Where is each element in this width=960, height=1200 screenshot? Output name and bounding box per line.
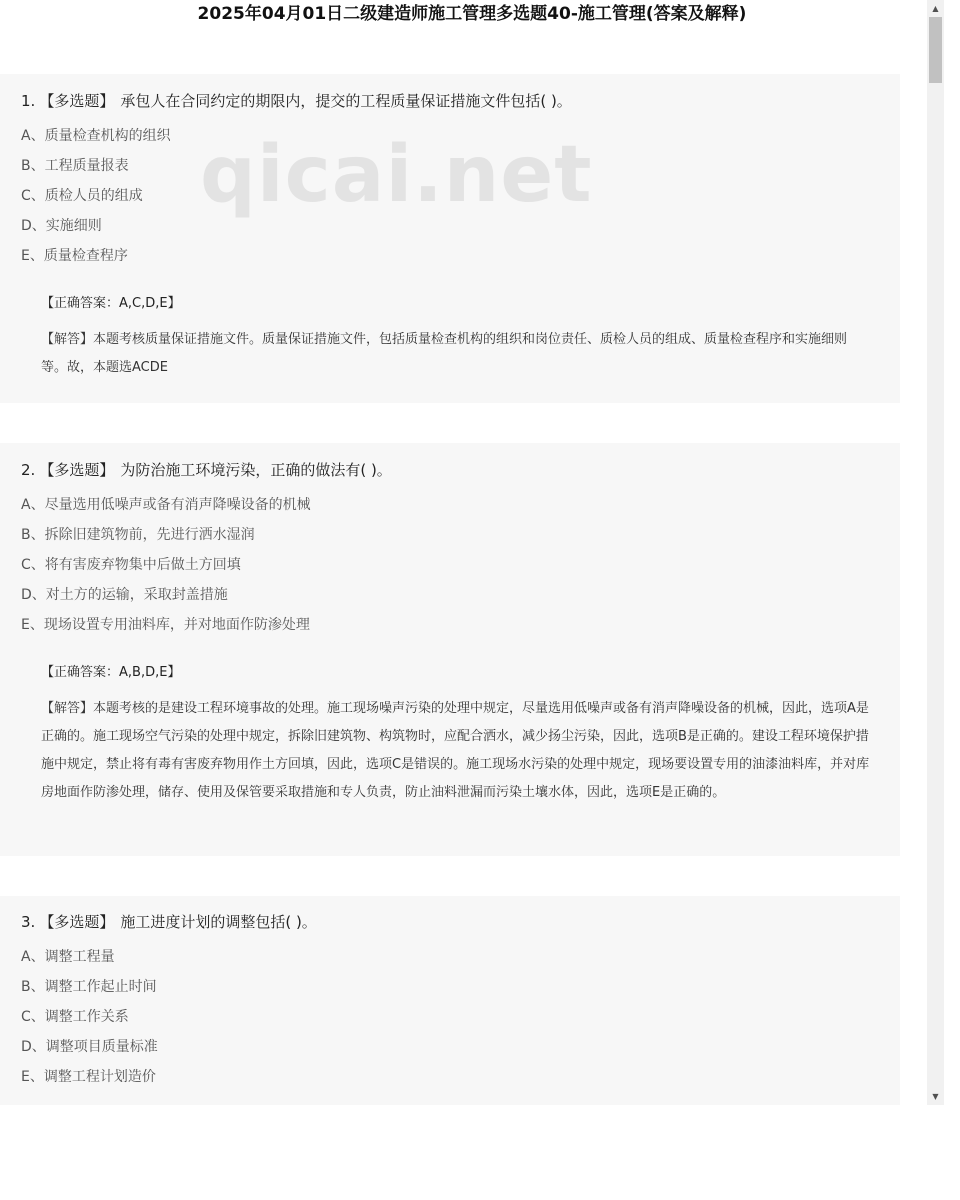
option-e: E、质量检查程序 <box>21 248 128 264</box>
question-text: 承包人在合同约定的期限内，提交的工程质量保证措施文件包括( )。 <box>120 92 572 110</box>
question-card-3 <box>0 896 900 1105</box>
page-title: 2025年04月01日二级建造师施工管理多选题40-施工管理(答案及解释) <box>197 4 747 24</box>
scroll-thumb[interactable] <box>929 17 942 83</box>
explanation-label: 【解答】 <box>41 332 94 347</box>
explanation-text: 本题考核质量保证措施文件。质量保证措施文件，包括质量检查机构的组织和岗位责任、质检人员的组成、质量检查程序和实施细则等。故，本题选ACDE <box>41 332 848 375</box>
question-heading <box>21 460 392 480</box>
option-d: D、对土方的运输，采取封盖措施 <box>21 587 228 603</box>
option-d: D、实施细则 <box>21 218 102 234</box>
question-number: 1. <box>21 92 36 110</box>
option-a: A、调整工程量 <box>21 949 115 965</box>
answer-value: A,B,D,E <box>119 665 168 680</box>
correct-answer <box>41 294 181 314</box>
option-b: B、调整工作起止时间 <box>21 979 157 995</box>
question-card-1 <box>0 74 900 403</box>
option-c: C、调整工作关系 <box>21 1009 129 1025</box>
option-b: B、工程质量报表 <box>21 158 129 174</box>
scroll-down-icon[interactable]: ▼ <box>932 1092 939 1101</box>
option-b: B、拆除旧建筑物前，先进行洒水湿润 <box>21 527 255 543</box>
option-e: E、调整工程计划造价 <box>21 1069 156 1085</box>
option-c: C、质检人员的组成 <box>21 188 143 204</box>
question-number: 3. <box>21 913 36 931</box>
scroll-up-icon[interactable]: ▲ <box>932 4 939 13</box>
answer-label: 【正确答案： <box>41 296 120 311</box>
correct-answer <box>41 663 180 683</box>
explanation <box>41 695 871 807</box>
question-heading <box>21 91 572 111</box>
question-number: 2. <box>21 461 36 479</box>
option-c: C、将有害废弃物集中后做土方回填 <box>21 557 241 573</box>
question-type: 【多选题】 <box>39 92 115 110</box>
option-a: A、质量检查机构的组织 <box>21 128 171 144</box>
option-e: E、现场设置专用油料库，并对地面作防渗处理 <box>21 617 310 633</box>
explanation-label: 【解答】 <box>41 701 94 716</box>
option-d: D、调整项目质量标准 <box>21 1039 158 1055</box>
vertical-scrollbar[interactable] <box>927 0 944 1105</box>
question-text: 为防治施工环境污染，正确的做法有( )。 <box>120 461 392 479</box>
question-type: 【多选题】 <box>39 461 115 479</box>
question-text: 施工进度计划的调整包括( )。 <box>120 913 317 931</box>
watermark-text: qicai.net <box>200 130 593 220</box>
option-a: A、尽量选用低噪声或备有消声降噪设备的机械 <box>21 497 311 513</box>
explanation-text: 本题考核的是建设工程环境事故的处理。施工现场噪声污染的处理中规定，尽量选用低噪声或备有消声降噪设备的机械，因此，选项A是正确的。施工现场空气污染的处理中规定，拆除旧建筑物、构筑物时，应配合洒水，减少扬尘污染，因此，选项B是正确的。建设工程环境保护措施中规定，禁止将有毒有害废弃物用作土方回填，因此，选项C是错误的。施工现场水污染的处理中规定，现场要设置专用的油漆油料库，并对库房地面作防渗处理，储存、使用及保管要采取措施和专人负责，防止油料泄漏而污染土壤水体，因此，选项E是正确的。 <box>41 701 870 800</box>
explanation <box>41 326 871 382</box>
answer-end: 】 <box>167 665 181 680</box>
question-heading <box>21 912 317 932</box>
answer-end: 】 <box>167 296 181 311</box>
answer-label: 【正确答案： <box>41 665 120 680</box>
answer-value: A,C,D,E <box>119 296 168 311</box>
question-card-2 <box>0 443 900 856</box>
question-type: 【多选题】 <box>39 913 115 931</box>
